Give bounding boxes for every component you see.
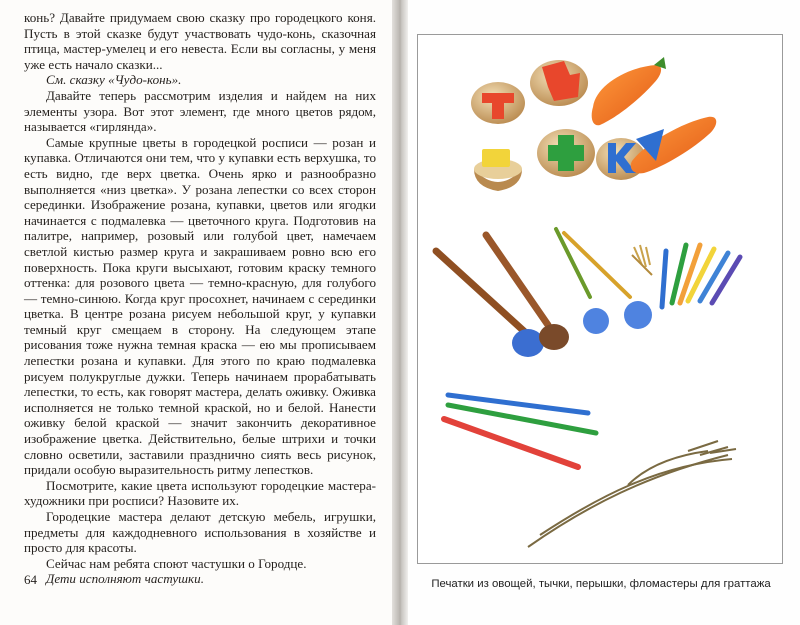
tools-illustration [418, 35, 784, 565]
stamp-green-cross [537, 129, 595, 177]
paragraph-italic: Дети исполняют частушки. [46, 571, 205, 587]
carrot-stamp-top [592, 57, 666, 125]
figure-caption: Печатки из овощей, тычки, перышки, фломастеры для граттажа [431, 578, 771, 590]
paragraph: Сейчас нам ребята споют частушки о Городце. [46, 555, 307, 571]
pencils [444, 395, 596, 467]
stamp-yellow-square [474, 149, 522, 191]
book-gutter [392, 0, 408, 625]
paragraph: Самые крупные цветы в городецкой росписи — розан и купавка. Отличаются они тем, что у купавки есть верхушка, то есть видно, где верх цветка. Очень ярко и разнообразно выполняется «низ цветка». У розана лепестки со всех сторон серединки. Изображение розана, купавки, цветов или ягодки начинается с подмалевка — цветочного круга. Подготовив на палитре, например, розовый или голубой цвет, намечаем светлой кистью размер круга и закрашиваем ровно всю его поверхность. Пока круги высыхают, готовим краску темного оттенка: для розового цвета — темно-красную, для голубого — темно-синюю. Когда круг просохнет, начинаем с серединки цветка. В центре розана рисуем небольшой круг, у купавки темный круг смещаем в сторону. На следующем этапе рисования тоже нужна темная краска — ею мы прописываем лепестки розана и купавки. Для этого по краю подмалевка рисуем полукруглые дужки. Теперь начинаем прорабатывать лепестки, то есть, как говорят мастера, делать оживку. Оживка исполняется не только темной краской, но и белой. Нанести оживку белой краской — значит закончить декоративное изображение цветка. Действительно, белые штрихи и точки словно осветили, заставили празднично сиять весь рисунок, придали особую выразительность ритму лепестков. [24, 134, 376, 478]
paragraph: Городецкие мастера делают детскую мебель, игрушки, предметы для каждодневного использования в хозяйстве и просто для красоты. [24, 509, 376, 556]
page-number: 64 [24, 572, 37, 587]
paragraph: Давайте теперь рассмотрим изделия и найдем на них элементы узора. Вот этот элемент, где много цветов рядом, называется «гирлянда». [24, 87, 376, 135]
right-page [402, 0, 800, 625]
dry-grass [528, 441, 736, 547]
markers [662, 245, 740, 307]
left-page [0, 0, 398, 625]
carrot-stamp-triangle [631, 117, 717, 174]
paragraph-italic: См. сказку «Чудо-конь». [46, 72, 182, 88]
paragraph: конь? Давайте придумаем свою сказку про городецкого коня. Пусть в этой сказке будут участвовать чудо-конь, сказочная птица, мастер-умелец и его невеста. Если вы согласны, у меня уже есть начало сказки... [24, 10, 376, 72]
nibs [632, 245, 652, 275]
illustration-frame [417, 34, 783, 564]
stamp-red-t [471, 82, 525, 124]
brush-sticks [436, 229, 652, 357]
body-text [24, 10, 376, 587]
stamp-red-shape [530, 60, 588, 106]
paragraph: Посмотрите, какие цвета используют городецкие мастера-художники при росписи? Назовите их. [24, 477, 376, 509]
